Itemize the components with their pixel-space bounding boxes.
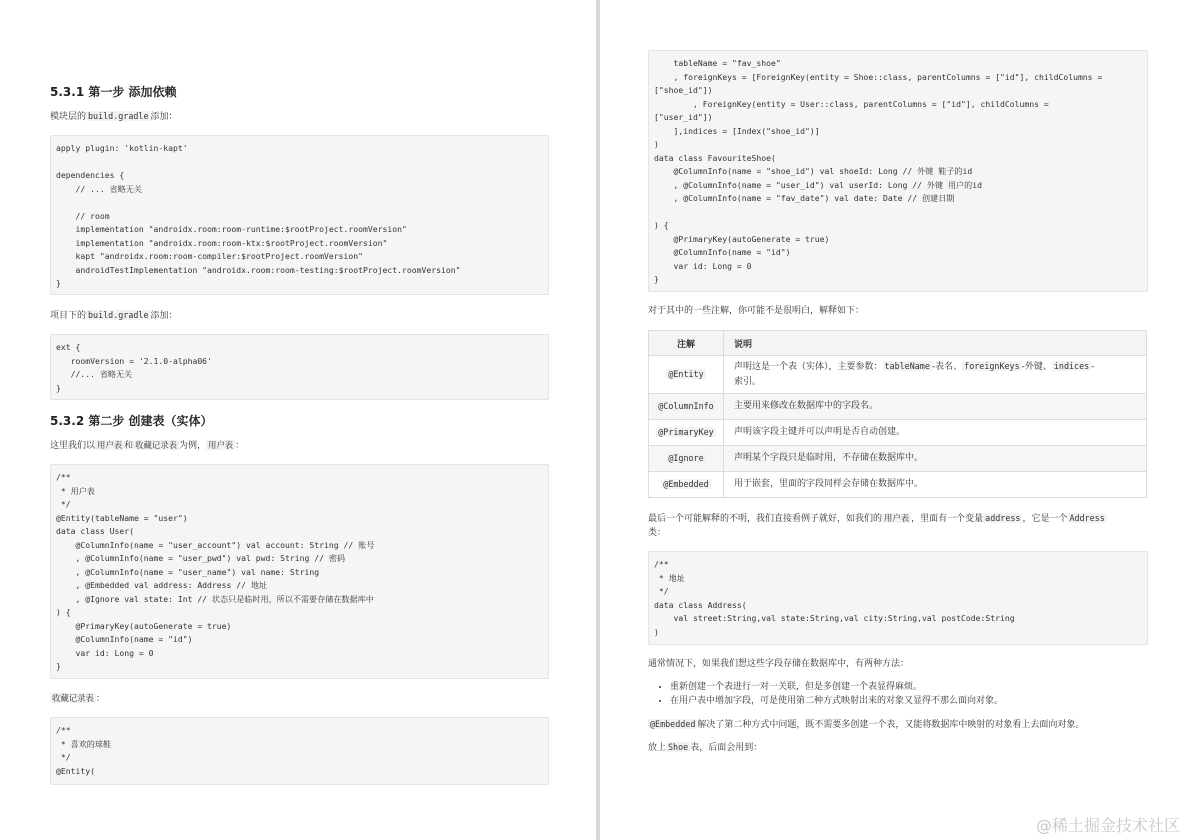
table-cell-description: 声明某个字段只是临时用，不存储在数据库中。 xyxy=(724,446,1147,472)
text: 添加： xyxy=(150,112,178,122)
watermark: @稀土掘金技术社区 xyxy=(1035,816,1180,835)
inline-code: @ColumnInfo xyxy=(658,401,714,411)
inline-code: @Entity xyxy=(668,369,704,379)
text: -外键、 xyxy=(1021,362,1052,372)
paragraph-fav-table-intro xyxy=(50,691,105,706)
text: 放上 xyxy=(648,743,667,753)
code-block-fav-shoe-start: /** * 喜欢的球鞋 */ @Entity( xyxy=(50,717,549,785)
table-cell-annotation xyxy=(649,472,724,498)
table-cell-description xyxy=(724,356,1147,394)
text: 添加： xyxy=(150,311,178,321)
left-page xyxy=(0,0,596,840)
text: 模块层的 xyxy=(50,112,87,122)
text: 项目下的 xyxy=(50,311,87,321)
paragraph-two-methods: 通常情况下，如果我们想这些字段存储在数据库中，有两种方法： xyxy=(648,659,910,669)
code-block-project-gradle: ext { roomVersion = '2.1.0-alpha06' //... 省略无关 } xyxy=(50,334,549,400)
text: 和 xyxy=(124,441,134,451)
table-header-annotation: 注解 xyxy=(649,331,724,356)
paragraph-embedded-example xyxy=(648,511,1148,540)
inline-code: @Ignore xyxy=(668,453,704,463)
text: 声明这是一个表（实体），主要参数： xyxy=(734,362,883,372)
text: ，它是一个 xyxy=(1022,514,1068,524)
text: - xyxy=(1091,362,1095,372)
code-block-fav-shoe-continued: tableName = "fav_shoe" , foreignKeys = [ForeignKey(entity = Shoe::class, parentColumns = ["id"], childColumns = ["shoe_id"]) , ForeignKey(entity = User::class, parentColumns = ["id"], childColumns = ["user_id"]) ],indices = [Index("shoe_id")] ) data class FavouriteShoe( @ColumnInfo(name = "shoe_id") val shoeId: Long // 外键 鞋子的id , @ColumnInfo(name = "user_id") val userId: Long // 外键 用户的id , @ColumnInfo(name = "fav_date") val date: Date // 创建日期 ) { @PrimaryKey(autoGenerate = true) @ColumnInfo(name = "id") var id: Long = 0 } xyxy=(648,50,1148,292)
paragraph-user-table-intro xyxy=(50,438,244,453)
inline-code: @Embedded xyxy=(663,479,709,489)
inline-code: 收藏记录表 xyxy=(135,440,178,450)
text: 最后一个可能解释的不明，我们直接看例子就好，如我们的 xyxy=(648,514,883,524)
paragraph-module-gradle xyxy=(50,109,178,124)
table-row xyxy=(649,446,1147,472)
list-item: • 重新创建一个表进行一对一关联，但是多创建一个表显得麻烦。 xyxy=(670,680,1170,694)
text: ： xyxy=(235,441,245,451)
table-row xyxy=(649,420,1147,446)
paragraph-annotation-intro: 对于其中的一些注解，你可能不是很明白，解释如下： xyxy=(648,306,865,316)
table-cell-annotation xyxy=(649,356,724,394)
inline-code: foreignKeys xyxy=(964,361,1020,371)
text: ： xyxy=(95,694,105,704)
table-cell-description: 用于嵌套，里面的字段同样会存储在数据库中。 xyxy=(724,472,1147,498)
inline-code: 收藏记录表 xyxy=(52,693,94,703)
paragraph-embedded-solution xyxy=(648,717,1168,732)
code-block-module-gradle: apply plugin: 'kotlin-kapt' dependencies { // ... 省略无关 // room implementation "androidx.room:room-runtime:$rootProject.roomVersion" implementation "androidx.room:room-ktx:$rootProject.roomVersion" kapt "androidx.room:room-compiler:$rootProject.roomVersion" androidTestImplementation "androidx.room:room-testing:$rootProject.roomVersion" } xyxy=(50,135,549,295)
inline-code: build.gradle xyxy=(88,111,149,121)
table-row xyxy=(649,394,1147,420)
inline-code: tableName xyxy=(884,361,930,371)
inline-code: @PrimaryKey xyxy=(658,427,714,437)
table-cell-description: 声明该字段主键并可以声明是否自动创建。 xyxy=(724,420,1147,446)
methods-list xyxy=(648,680,1170,708)
table-cell-annotation xyxy=(649,394,724,420)
right-page xyxy=(600,0,1194,840)
table-header-description: 说明 xyxy=(724,331,1147,356)
table-cell-annotation xyxy=(649,420,724,446)
table-cell-annotation xyxy=(649,446,724,472)
paragraph-project-gradle xyxy=(50,308,178,323)
inline-code: 用户表 xyxy=(208,440,234,450)
inline-code: build.gradle xyxy=(88,310,149,320)
code-block-address: /** * 地址 */ data class Address( val street:String,val state:String,val city:String,val postCode:String ) xyxy=(648,551,1148,645)
table-row xyxy=(649,356,1147,394)
text: ，里面有一个变量 xyxy=(911,514,984,524)
annotation-table xyxy=(648,330,1147,498)
paragraph-shoe-table xyxy=(648,740,762,755)
code-block-user-entity: /** * 用户表 */ @Entity(tableName = "user") data class User( @ColumnInfo(name = "user_account") val account: String // 账号 , @ColumnInfo(name = "user_pwd") val pwd: String // 密码 , @ColumnInfo(name = "user_name") val name: String , @Embedded val address: Address // 地址 , @Ignore val state: Int // 状态只是临时用，所以不需要存储在数据库中 ) { @PrimaryKey(autoGenerate = true) @ColumnInfo(name = "id") var id: Long = 0 } xyxy=(50,464,549,679)
inline-code: 用户表 xyxy=(884,513,910,523)
text: -表名、 xyxy=(931,362,963,372)
list-item: • 在用户表中增加字段，可是使用第二种方式映射出来的对象又显得不那么面向对象。 xyxy=(670,694,1170,708)
text: 索引。 xyxy=(734,377,762,387)
text: 表，后面会用到： xyxy=(690,743,763,753)
table-cell-description: 主要用来修改在数据库中的字段名。 xyxy=(724,394,1147,420)
inline-code: 用户表 xyxy=(97,440,123,450)
text: 类： xyxy=(648,528,667,538)
text: 解决了第二种方式中问题，既不需要多创建一个表，又能将数据库中映射的对象看上去面向对象。 xyxy=(697,720,1085,730)
table-row xyxy=(649,472,1147,498)
inline-code: indices xyxy=(1053,361,1090,371)
inline-code: @Embedded xyxy=(650,719,696,729)
text: 这里我们以 xyxy=(50,441,96,451)
section-heading-create-table: 5.3.2 第二步 创建表（实体） xyxy=(50,414,213,428)
section-heading-add-dependencies: 5.3.1 第一步 添加依赖 xyxy=(50,85,177,99)
inline-code: Shoe xyxy=(668,742,689,752)
inline-code: Address xyxy=(1069,513,1105,523)
inline-code: address xyxy=(985,513,1021,523)
text: 为例， xyxy=(179,441,207,451)
